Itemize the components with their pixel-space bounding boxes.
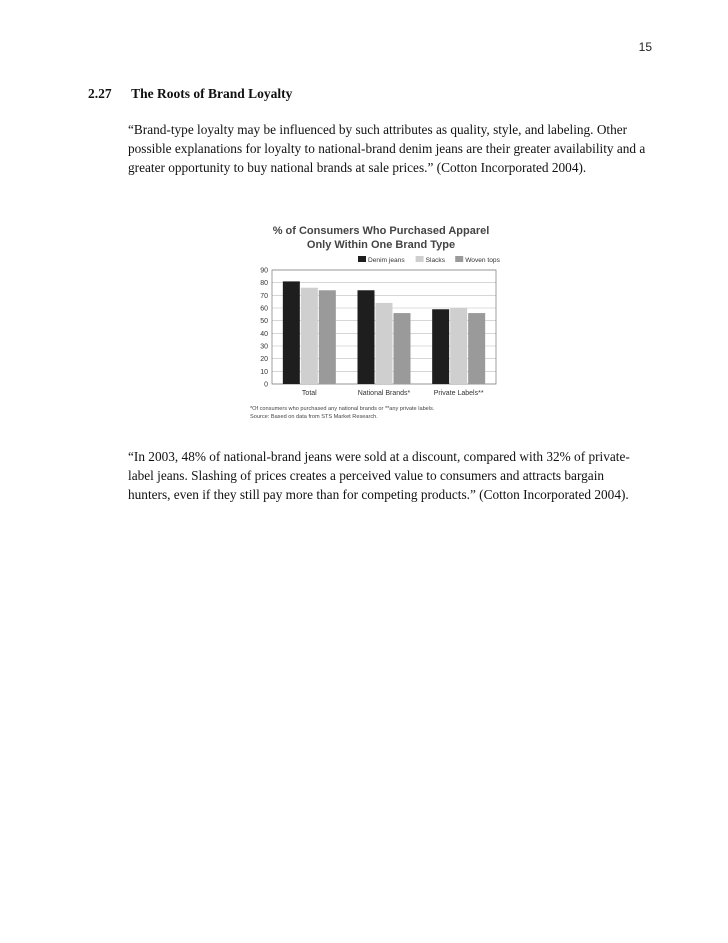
section-heading [88,86,292,102]
bar-slacks [450,308,467,384]
page-number: 15 [638,40,652,54]
chart-footnote-1: *Of consumers who purchased any national brands or **any private labels. [250,406,435,412]
section-title: The Roots of Brand Loyalty [131,86,293,101]
chart-title-line1: % of Consumers Who Purchased Apparel [272,225,490,237]
section-number: 2.27 [88,86,112,101]
legend-swatch [358,256,366,262]
y-tick-label: 0 [264,381,268,389]
x-tick-label: Total [301,390,317,397]
quote-paragraph-1: “Brand-type loyalty may be influenced by such attributes as quality, style, and labeling. Other possible explanations for loyalty to national-brand denim jeans are their greater availability and a greater opportunity to buy national brands at sale prices.” (Cotton Incorporated 2004). [128,122,646,175]
chart-title-line2: Only Within One Brand Type [306,239,456,251]
y-tick-label: 60 [260,305,268,313]
legend-swatch [455,256,463,262]
y-tick-label: 90 [260,267,268,275]
x-tick-label: Private Labels** [433,390,484,397]
bar-woven-tops [394,313,411,384]
bar-woven-tops [468,313,485,384]
legend-swatch [416,256,424,262]
legend-label: Woven tops [465,257,500,264]
bar-denim-jeans [358,290,375,384]
y-tick-label: 70 [260,292,268,300]
legend-label: Slacks [425,257,446,264]
bar-slacks [301,288,318,384]
y-tick-label: 80 [260,280,268,288]
chart-footnote-2: Source: Based on data from STS Market Research. [250,414,378,420]
y-tick-label: 30 [260,343,268,351]
bar-denim-jeans [432,309,449,384]
bar-slacks [376,303,393,384]
quote-paragraph-2: “In 2003, 48% of national-brand jeans were sold at a discount, compared with 32% of private-label jeans. Slashing of prices creates a perceived value to consumers and attracts bargain hunters, even if they still pay more than for competing products.” (Cotton Incorporated 2004). [128,449,630,502]
bar-denim-jeans [283,281,300,384]
bar-woven-tops [319,290,336,384]
y-tick-label: 40 [260,330,268,338]
y-tick-label: 50 [260,318,268,326]
legend-label: Denim jeans [368,257,405,264]
y-tick-label: 20 [260,356,268,364]
brand-loyalty-chart [246,218,520,430]
y-tick-label: 10 [260,368,268,376]
x-tick-label: National Brands* [357,390,411,397]
